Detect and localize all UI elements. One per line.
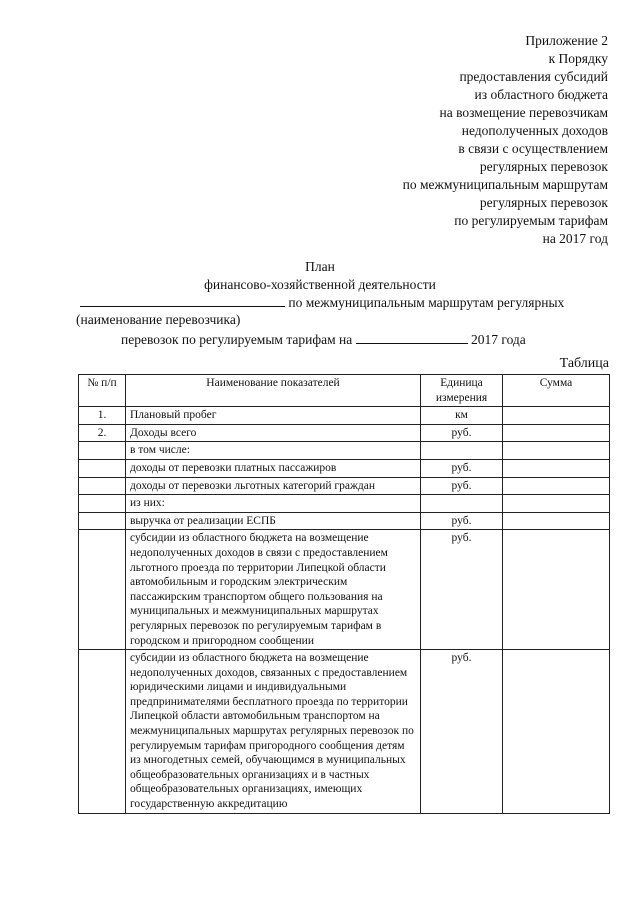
- tariff-line-suffix: 2017 года: [471, 332, 526, 347]
- tariff-line-prefix: перевозок по регулируемым тарифам на: [121, 332, 353, 347]
- row-unit: руб.: [421, 477, 503, 495]
- period-blank: [356, 330, 468, 344]
- row-unit: руб.: [421, 530, 503, 650]
- row-num: [79, 650, 126, 814]
- carrier-line-text: по межмуниципальным маршрутам регулярных: [288, 295, 565, 310]
- row-unit: руб.: [421, 650, 503, 814]
- row-sum: [503, 424, 610, 442]
- row-name: в том числе:: [126, 442, 421, 460]
- table-header-row: [79, 375, 610, 407]
- header-sum: Сумма: [503, 375, 610, 407]
- row-sum: [503, 530, 610, 650]
- row-unit: [421, 442, 503, 460]
- title-line-2: финансово-хозяйственной деятельности: [204, 277, 436, 292]
- row-sum: [503, 477, 610, 495]
- row-name: доходы от перевозки льготных категорий граждан: [126, 477, 421, 495]
- row-sum: [503, 650, 610, 814]
- row-name: субсидии из областного бюджета на возмещение недополученных доходов, связанных с предоставлением юридическими лицами и индивидуальными предпринимателями бесплатного проезда по территории Липецкой области автомобильным транспортом на межмуниципальных маршрутах регулярных перевозок по регулируемым тарифам пригородного сообщения детям из многодетных семей, обучающимся в муниципальных общеобразовательных организациях и в частных общеобразовательных организациях, имеющих государственную аккредитацию: [126, 650, 421, 814]
- annex-line: регулярных перевозок: [479, 159, 608, 174]
- row-sum: [503, 512, 610, 530]
- table-label: Таблица: [559, 356, 609, 371]
- annex-line: на возмещение перевозчикам: [439, 105, 608, 120]
- annex-line: Приложение 2: [525, 33, 608, 48]
- annex-header: [403, 32, 608, 248]
- row-num: [79, 495, 126, 513]
- annex-line: к Порядку: [548, 51, 608, 66]
- row-sum: [503, 495, 610, 513]
- row-unit: [421, 495, 503, 513]
- plan-table: [78, 374, 610, 814]
- table-row: [79, 407, 610, 425]
- table-row: [79, 650, 610, 814]
- row-sum: [503, 442, 610, 460]
- table-row: [79, 495, 610, 513]
- header-num: № п/п: [79, 375, 126, 407]
- row-unit: руб.: [421, 424, 503, 442]
- row-num: [79, 442, 126, 460]
- row-name: выручка от реализации ЕСПБ: [126, 512, 421, 530]
- row-num: 1.: [79, 407, 126, 425]
- annex-line: недополученных доходов: [461, 123, 608, 138]
- row-num: [79, 477, 126, 495]
- row-num: [79, 512, 126, 530]
- row-unit: км: [421, 407, 503, 425]
- row-num: [79, 530, 126, 650]
- annex-line: регулярных перевозок: [479, 195, 608, 210]
- tariff-line: [121, 330, 526, 348]
- header-name: Наименование показателей: [126, 375, 421, 407]
- annex-line: из областного бюджета: [474, 87, 608, 102]
- table-row: [79, 530, 610, 650]
- document-title: [0, 258, 640, 294]
- row-sum: [503, 459, 610, 477]
- annex-line: по межмуниципальным маршрутам: [402, 177, 608, 192]
- table-row: [79, 477, 610, 495]
- table-row: [79, 424, 610, 442]
- table-row: [79, 512, 610, 530]
- carrier-name-blank: [80, 293, 285, 307]
- row-name: субсидии из областного бюджета на возмещение недополученных доходов в связи с предоставлением льготного проезда по территории Липецкой области автомобильным и городским электрическим пассажирским транспортом общего пользования на муниципальных и межмуниципальных маршрутах регулярных перевозок по регулируемым тарифам в городском и пригородном сообщении: [126, 530, 421, 650]
- annex-line: в связи с осуществлением: [458, 141, 608, 156]
- carrier-line: [80, 293, 564, 311]
- carrier-caption: (наименование перевозчика): [76, 312, 241, 327]
- row-name: Плановый пробег: [126, 407, 421, 425]
- header-unit: Единица измерения: [421, 375, 503, 407]
- annex-line: предоставления субсидий: [459, 69, 608, 84]
- row-num: [79, 459, 126, 477]
- table-row: [79, 442, 610, 460]
- row-sum: [503, 407, 610, 425]
- row-name: доходы от перевозки платных пассажиров: [126, 459, 421, 477]
- row-name: из них:: [126, 495, 421, 513]
- title-line-1: План: [305, 259, 335, 274]
- row-num: 2.: [79, 424, 126, 442]
- row-unit: руб.: [421, 459, 503, 477]
- row-unit: руб.: [421, 512, 503, 530]
- annex-line: на 2017 год: [542, 231, 608, 246]
- row-name: Доходы всего: [126, 424, 421, 442]
- table-row: [79, 459, 610, 477]
- annex-line: по регулируемым тарифам: [454, 213, 608, 228]
